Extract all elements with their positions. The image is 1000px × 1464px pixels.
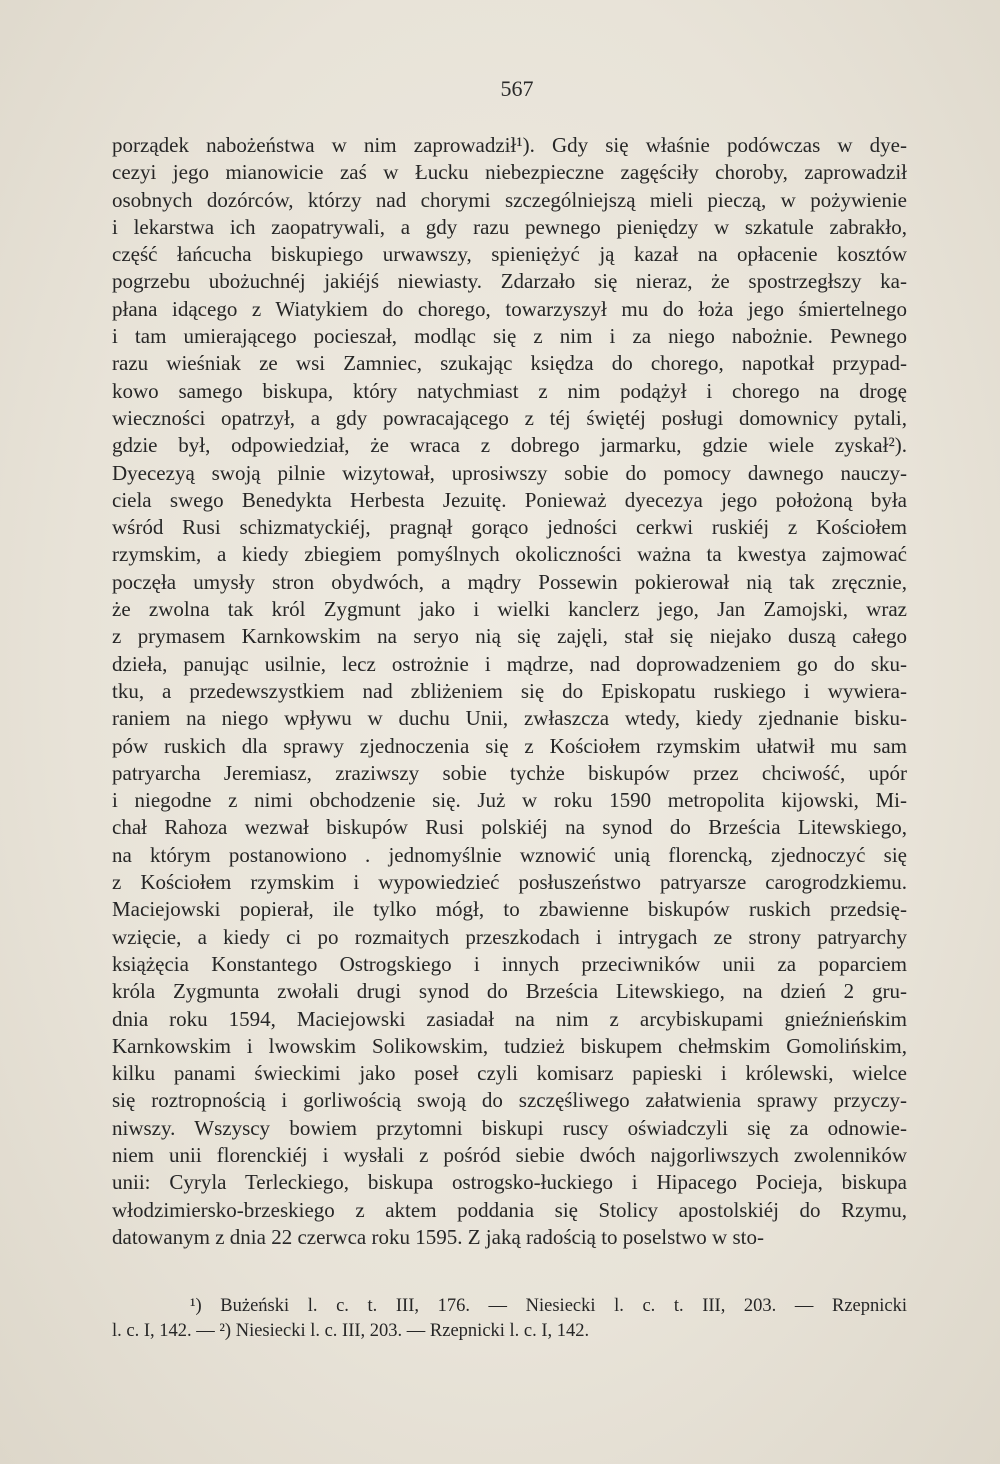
page-number: 567 bbox=[500, 76, 534, 101]
text-line: kilku panami świeckimi jako poseł czyli komisarz papieski i królewski, wielce bbox=[112, 1061, 907, 1086]
text-line: włodzimiersko-brzeskiego z aktem poddania się Stolicy apostolskiéj do Rzymu, bbox=[112, 1197, 907, 1222]
text-line: cezyi jego mianowicie zaś w Łucku niebezpieczne zagęściły choroby, zaprowadził bbox=[112, 160, 907, 185]
text-line: porządek nabożeństwa w nim zaprowadził¹). Gdy się właśnie podówczas w dye- bbox=[112, 133, 907, 157]
text-line: rzymskim, a kiedy zbiegiem pomyślnych okoliczności ważna ta kwestya zajmować bbox=[112, 542, 907, 567]
text-line: chał Rahoza wezwał biskupów Rusi polskiéj na synod do Brześcia Litewskiego, bbox=[112, 815, 907, 840]
text-line: Dyecezyą swoją pilnie wizytował, uprosiwszy sobie do pomocy dawnego nauczy- bbox=[112, 460, 907, 485]
text-line: i tam umierającego pocieszał, modląc się z nim i za niego nabożnie. Pewnego bbox=[112, 324, 907, 349]
text-line: i niegodne z nimi obchodzenie się. Już w roku 1590 metropolita kijowski, Mi- bbox=[112, 788, 907, 813]
text-line: książęcia Konstantego Ostrogskiego i innych przeciwników unii za poparciem bbox=[112, 951, 907, 976]
text-line: unii: Cyryla Terleckiego, biskupa ostrogsko-łuckiego i Hipacego Pocieja, biskupa bbox=[112, 1170, 907, 1195]
text-line: że zwolna tak król Zygmunt jako i wielki kanclerz jego, Jan Zamojski, wraz bbox=[112, 597, 907, 622]
text-line: się roztropnością i gorliwością swoją do szczęśliwego załatwienia sprawy przyczy- bbox=[112, 1088, 907, 1113]
text-line: Karnkowskim i lwowskim Solikowskim, tudzież biskupem chełmskim Gomolińskim, bbox=[112, 1033, 907, 1058]
text-line: pogrzebu ubożuchnéj jakiéjś niewiasty. Zdarzało się nieraz, że spostrzegłszy ka- bbox=[112, 269, 907, 294]
text-line: Maciejowski popierał, ile tylko mógł, to zbawienne biskupów ruskich przedsię- bbox=[112, 897, 907, 922]
text-line: dzieła, panując usilnie, lecz ostrożnie i mądrze, nad doprowadzeniem go do sku- bbox=[112, 651, 907, 676]
text-line: gdzie był, odpowiedział, że wraca z dobrego jarmarku, gdzie wiele zyskał²). bbox=[112, 433, 907, 458]
text-line: raniem na niego wpływu w duchu Unii, zwłaszcza wtedy, kiedy zjednanie bisku- bbox=[112, 706, 907, 731]
text-line: dnia roku 1594, Maciejowski zasiadał na nim z arcybiskupami gnieźnieńskim bbox=[112, 1006, 907, 1031]
text-line: płana idącego z Wiatykiem do chorego, towarzyszył mu do łoża jego śmiertelnego bbox=[112, 296, 907, 321]
footnote-line: l. c. I, 142. — ²) Niesiecki l. c. III, 203. — Rzepnicki l. c. I, 142. bbox=[112, 1321, 590, 1341]
text-line: kowo samego biskupa, który natychmiast z nim podążył i chorego na drogę bbox=[112, 378, 907, 403]
text-line: pów ruskich dla sprawy zjednoczenia się z Kościołem rzymskim ułatwił mu sam bbox=[112, 733, 907, 758]
text-line: poczęła umysły stron obydwóch, a mądry Possewin pokierował nią tak zręcznie, bbox=[112, 569, 907, 594]
text-line: ciela swego Benedykta Herbesta Jezuitę. Ponieważ dyecezya jego położoną była bbox=[112, 487, 907, 512]
footnote-line: ¹) Bużeński l. c. t. III, 176. — Niesiecki l. c. t. III, 203. — Rzepnicki bbox=[190, 1296, 907, 1316]
text-line: króla Zygmunta zwołali drugi synod do Brześcia Litewskiego, na dzień 2 gru- bbox=[112, 979, 907, 1004]
text-line: niem unii florenckiéj i wysłali z pośród siebie dwóch najgorliwszych zwolenników bbox=[112, 1142, 907, 1167]
text-line: z prymasem Karnkowskim na seryo nią się zajęli, stał się niejako duszą całego bbox=[112, 624, 907, 649]
text-line: wśród Rusi schizmatyckiéj, pragnął gorąco jedności cerkwi ruskiéj z Kościołem bbox=[112, 515, 907, 540]
text-line: część łańcucha biskupiego urwawszy, spieniężyć ją kazał na opłacenie kosztów bbox=[112, 242, 907, 267]
text-line: wzięcie, a kiedy ci po rozmaitych przeszkodach i intrygach ze strony patryarchy bbox=[112, 924, 907, 949]
text-line: tku, a przedewszystkiem nad zbliżeniem się do Episkopatu ruskiego i wywiera- bbox=[112, 678, 907, 703]
body-text bbox=[112, 132, 907, 1251]
text-line: niwszy. Wszyscy bowiem przytomni biskupi ruscy oświadczyli się za odnowie- bbox=[112, 1115, 907, 1140]
text-line: wieczności opatrzył, a gdy powracającego z téj świętéj posługi domownicy pytali, bbox=[112, 405, 907, 430]
text-line: i lekarstwa ich zaopatrywali, a gdy razu pewnego pieniędzy w szkatule zabrakło, bbox=[112, 214, 907, 239]
text-line: patryarcha Jeremiasz, zraziwszy sobie tychże biskupów przez chciwość, upór bbox=[112, 760, 907, 785]
text-line: na którym postanowiono . jednomyślnie wznowić unią florencką, zjednoczyć się bbox=[112, 842, 907, 867]
text-line: razu wieśniak ze wsi Zamniec, szukając księdza do chorego, napotkał przypad- bbox=[112, 351, 907, 376]
footnotes bbox=[112, 1294, 907, 1344]
text-line: datowanym z dnia 22 czerwca roku 1595. Z jaką radością to poselstwo w sto- bbox=[112, 1224, 764, 1249]
text-line: osobnych dozórców, którzy nad chorymi szczególniejszą mieli pieczą, w pożywienie bbox=[112, 187, 907, 212]
text-line: z Kościołem rzymskim i wypowiedzieć posłuszeństwo patryarsze carogrodzkiemu. bbox=[112, 870, 907, 895]
